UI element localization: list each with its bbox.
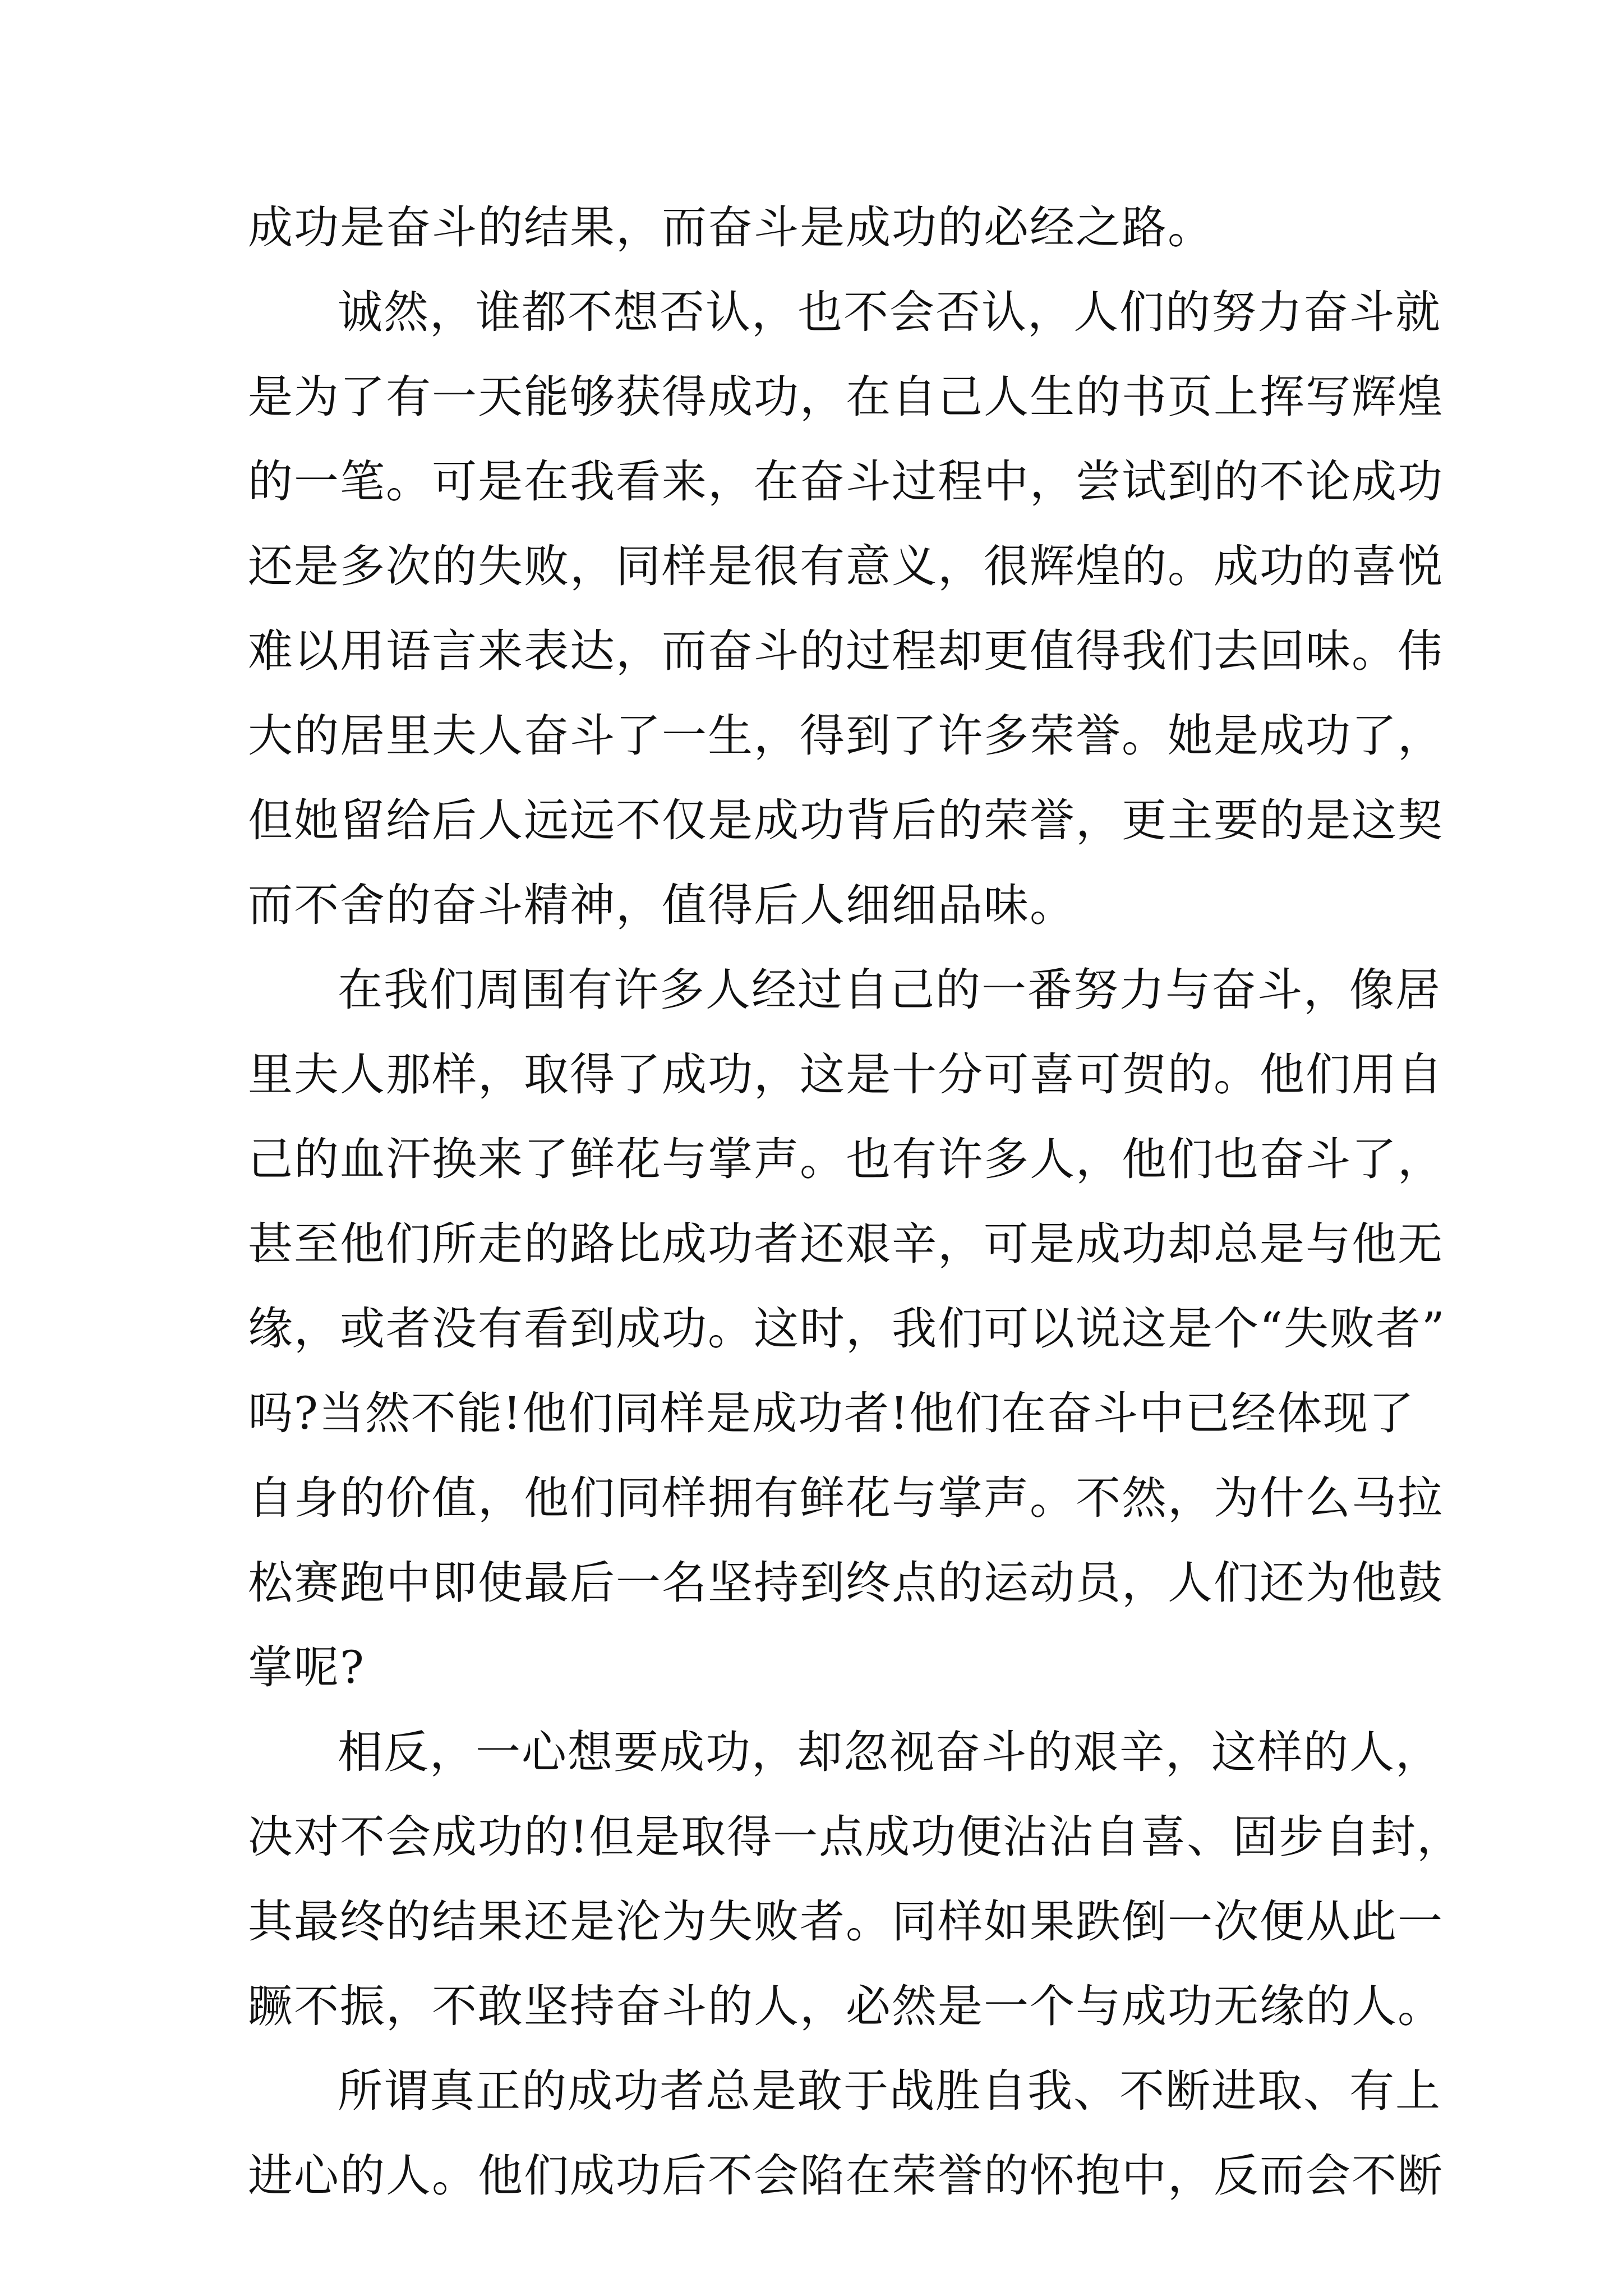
paragraph	[248, 947, 1446, 1710]
text-line: 吗?当然不能!他们同样是成功者!他们在奋斗中已经体现了	[248, 1387, 1415, 1439]
text-line: 进心的人。他们成功后不会陷在荣誉的怀抱中，反而会不断	[248, 2150, 1444, 2202]
text-line: 掌呢?	[248, 1641, 365, 1694]
text-line: 还是多次的失败，同样是很有意义，很辉煌的。成功的喜悦	[248, 540, 1444, 592]
text-line: 己的血汗换来了鲜花与掌声。也有许多人，他们也奋斗了，	[248, 1133, 1444, 1185]
paragraph	[248, 270, 1444, 947]
text-line: 决对不会成功的!但是取得一点成功便沾沾自喜、固步自封，	[248, 1811, 1463, 1863]
text-line: 相反，一心想要成功，却忽视奋斗的艰辛，这样的人，	[338, 1726, 1441, 1778]
text-line: 难以用语言来表达，而奋斗的过程却更值得我们去回味。伟	[248, 625, 1444, 677]
text-line: 其最终的结果还是沦为失败者。同样如果跌倒一次便从此一	[248, 1895, 1444, 1948]
text-line: 而不舍的奋斗精神，值得后人细细品味。	[248, 879, 1076, 931]
text-line: 缘，或者没有看到成功。这时，我们可以说这是个“失败者”	[248, 1303, 1446, 1355]
text-line: 的一笔。可是在我看来，在奋斗过程中，尝试到的不论成功	[248, 455, 1444, 508]
document-body	[248, 185, 1463, 2218]
paragraph	[248, 2049, 1444, 2218]
text-line: 自身的价值，他们同样拥有鲜花与掌声。不然，为什么马拉	[248, 1472, 1444, 1524]
paragraph	[248, 1710, 1463, 2049]
text-line: 是为了有一天能够获得成功，在自己人生的书页上挥写辉煌	[248, 371, 1444, 423]
text-line: 所谓真正的成功者总是敢于战胜自我、不断进取、有上	[338, 2065, 1441, 2117]
text-line: 在我们周围有许多人经过自己的一番努力与奋斗，像居	[338, 964, 1441, 1016]
text-line: 甚至他们所走的路比成功者还艰辛，可是成功却总是与他无	[248, 1218, 1444, 1270]
paragraph	[248, 185, 1392, 270]
text-line: 诚然，谁都不想否认，也不会否认，人们的努力奋斗就	[338, 286, 1441, 338]
text-line: 蹶不振，不敢坚持奋斗的人，必然是一个与成功无缘的人。	[248, 1980, 1444, 2032]
text-line: 成功是奋斗的结果，而奋斗是成功的必经之路。	[248, 201, 1214, 254]
text-line: 松赛跑中即使最后一名坚持到终点的运动员，人们还为他鼓	[248, 1557, 1444, 1609]
text-line: 大的居里夫人奋斗了一生，得到了许多荣誉。她是成功了，	[248, 710, 1444, 762]
text-line: 但她留给后人远远不仅是成功背后的荣誉，更主要的是这契	[248, 794, 1444, 846]
text-line: 里夫人那样，取得了成功，这是十分可喜可贺的。他们用自	[248, 1048, 1444, 1101]
